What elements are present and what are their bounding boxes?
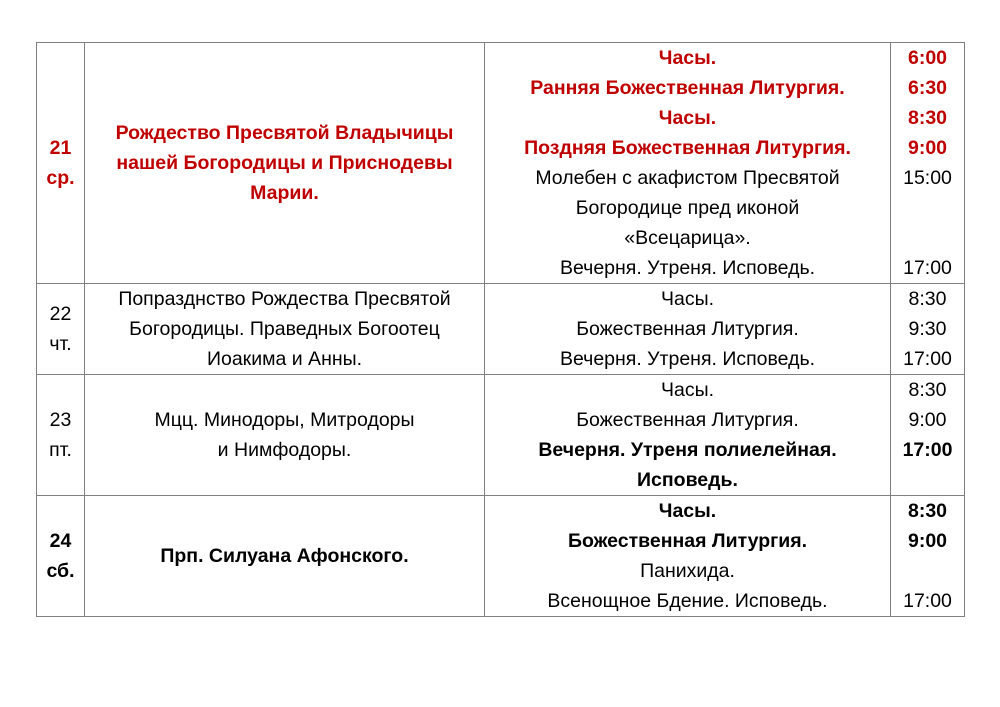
service-item: Поздняя Божественная Литургия. (524, 137, 851, 159)
weekday: пт. (49, 439, 72, 461)
time-spacer (895, 556, 960, 586)
service-item: Часы. (660, 288, 715, 310)
service-time: 6:00 (907, 47, 948, 69)
service-item: Божественная Литургия. (567, 530, 808, 552)
service-item: Божественная Литургия. (576, 318, 799, 340)
feast-cell (85, 496, 485, 617)
day-cell (37, 43, 85, 284)
service-time: 8:30 (907, 107, 948, 129)
service-item: Часы. (658, 107, 717, 129)
service-time: 17:00 (903, 348, 952, 370)
service-time: 15:00 (903, 167, 952, 189)
service-time: 17:00 (902, 439, 953, 461)
feast-cell (85, 43, 485, 284)
service-item: Вечерня. Утреня полиелейная. Исповедь. (538, 439, 837, 491)
service-time: 8:30 (907, 500, 948, 522)
day-cell (37, 375, 85, 496)
services-cell (485, 284, 891, 375)
day-cell (37, 496, 85, 617)
service-item: Божественная Литургия. (576, 409, 799, 431)
times-cell (891, 496, 965, 617)
service-time: 17:00 (903, 257, 952, 279)
feast-title: Мцц. Минодоры, Митродоры и Нимфодоры. (154, 409, 415, 461)
service-item: Ранняя Божественная Литургия. (530, 77, 845, 99)
service-time: 9:30 (908, 318, 947, 340)
service-time: 8:30 (908, 288, 947, 310)
day-number: 22 (49, 303, 72, 325)
times-cell (891, 43, 965, 284)
table-row (37, 284, 965, 375)
day-number: 21 (49, 137, 72, 159)
service-item: Молебен с акафистом Пресвятой Богородице пред иконой «Всецарица». (535, 167, 840, 249)
weekday: ср. (46, 167, 75, 189)
feast-title: Попразднство Рождества Пресвятой Богородицы. Праведных Богоотец Иоакима и Анны. (118, 288, 451, 370)
service-item: Вечерня. Утреня. Исповедь. (559, 257, 816, 279)
day-number: 24 (49, 530, 72, 552)
service-time: 9:00 (907, 530, 948, 552)
feast-cell (85, 284, 485, 375)
service-item: Часы. (660, 379, 715, 401)
service-item: Всенощное Бдение. Исповедь. (547, 590, 828, 612)
feast-cell (85, 375, 485, 496)
services-cell (485, 375, 891, 496)
weekday: сб. (46, 560, 75, 582)
table-row (37, 43, 965, 284)
service-item: Часы. (658, 500, 717, 522)
time-spacer (895, 193, 960, 223)
service-time: 6:30 (907, 77, 948, 99)
service-item: Часы. (658, 47, 717, 69)
service-time: 17:00 (903, 590, 952, 612)
service-schedule-table (36, 42, 965, 617)
times-cell (891, 284, 965, 375)
service-item: Вечерня. Утреня. Исповедь. (559, 348, 816, 370)
service-item: Панихида. (640, 560, 735, 582)
feast-title: Прп. Силуана Афонского. (160, 545, 409, 567)
table-row (37, 375, 965, 496)
day-number: 23 (49, 409, 72, 431)
service-time: 9:00 (907, 137, 948, 159)
times-cell (891, 375, 965, 496)
services-cell (485, 496, 891, 617)
time-spacer (895, 223, 960, 253)
table-row (37, 496, 965, 617)
feast-title: Рождество Пресвятой Владычицы нашей Богородицы и Приснодевы Марии. (115, 122, 454, 204)
weekday: чт. (49, 333, 72, 355)
day-cell (37, 284, 85, 375)
service-time: 8:30 (908, 379, 947, 401)
services-cell (485, 43, 891, 284)
service-time: 9:00 (908, 409, 947, 431)
